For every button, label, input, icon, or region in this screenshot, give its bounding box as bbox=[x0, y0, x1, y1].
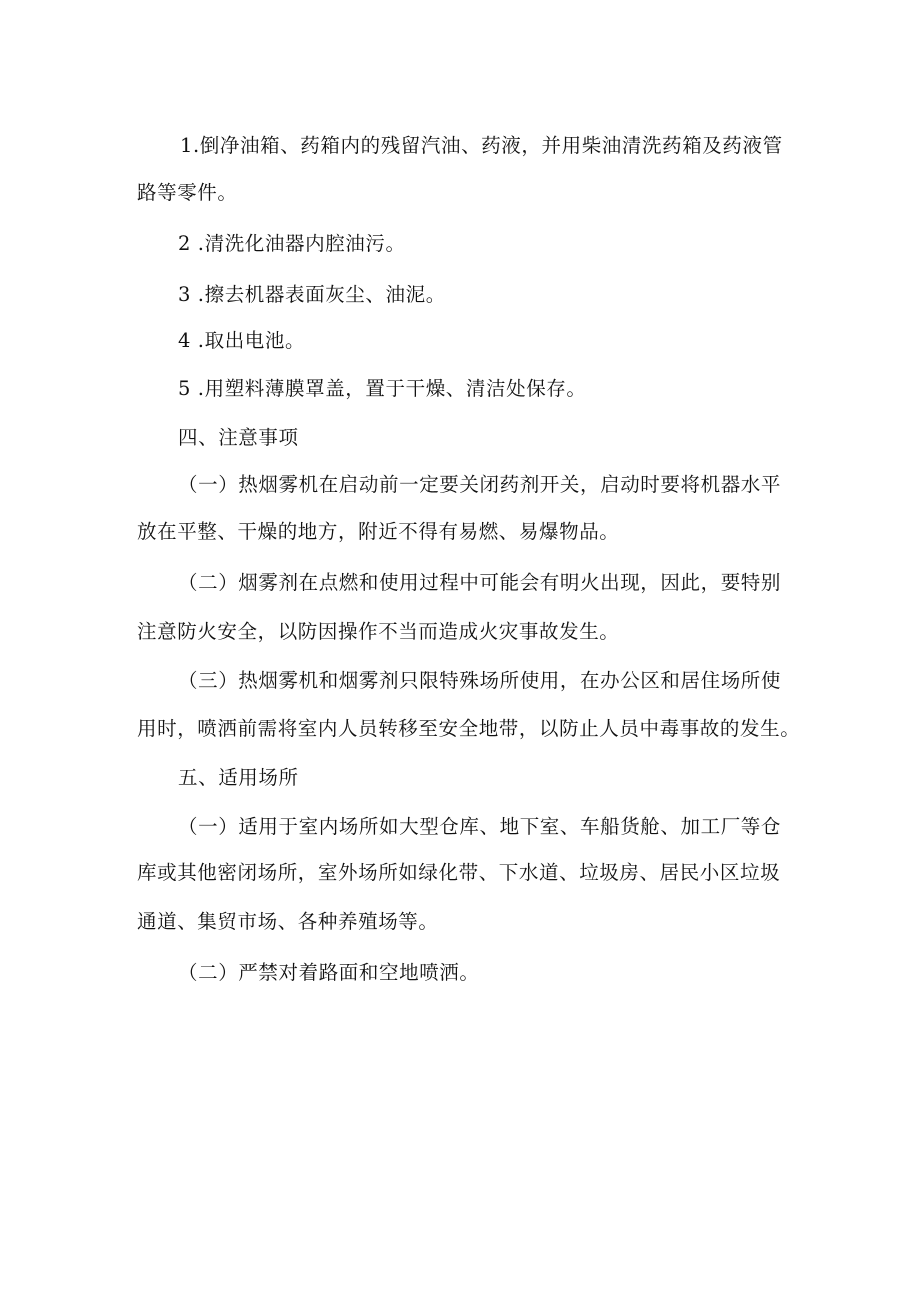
section-5-item-1-line-3: 通道、集贸市场、各种养殖场等。 bbox=[137, 910, 439, 933]
section-4-item-3-line-2: 用时，喷洒前需将室内人员转移至安全地带，以防止人员中毒事故的发生。 bbox=[137, 717, 801, 740]
section-5-item-2: （二）严禁对着路面和空地喷洒。 bbox=[178, 961, 480, 984]
step-1-line-2: 路等零件。 bbox=[137, 181, 238, 204]
step-1-line-1: 1.倒净油箱、药箱内的残留汽油、药液，并用柴油清洗药箱及药液管 bbox=[180, 134, 783, 157]
step-3: 3 .擦去机器表面灰尘、油泥。 bbox=[178, 283, 446, 306]
section-4-heading: 四、注意事项 bbox=[178, 426, 299, 449]
section-4-item-1-line-2: 放在平整、干燥的地方，附近不得有易燃、易爆物品。 bbox=[137, 520, 620, 543]
step-2: 2 .清洗化油器内腔油污。 bbox=[178, 232, 406, 255]
section-5-item-1-line-1: （一）适用于室内场所如大型仓库、地下室、车船货舱、加工厂等仓 bbox=[178, 815, 782, 838]
section-4-item-3-line-1: （三）热烟雾机和烟雾剂只限特殊场所使用，在办公区和居住场所使 bbox=[178, 669, 782, 692]
section-4-item-2-line-1: （二）烟雾剂在点燃和使用过程中可能会有明火出现，因此，要特别 bbox=[178, 571, 782, 594]
section-4-item-2-line-2: 注意防火安全，以防因操作不当而造成火灾事故发生。 bbox=[137, 620, 620, 643]
section-5-item-1-line-2: 库或其他密闭场所，室外场所如绿化带、下水道、垃圾房、居民小区垃圾 bbox=[137, 861, 781, 884]
section-5-heading: 五、适用场所 bbox=[178, 766, 299, 789]
section-4-item-1-line-1: （一）热烟雾机在启动前一定要关闭药剂开关，启动时要将机器水平 bbox=[178, 473, 782, 496]
step-4: 4 .取出电池。 bbox=[178, 329, 306, 352]
step-5: 5 .用塑料薄膜罩盖，置于干燥、清洁处保存。 bbox=[178, 377, 587, 400]
